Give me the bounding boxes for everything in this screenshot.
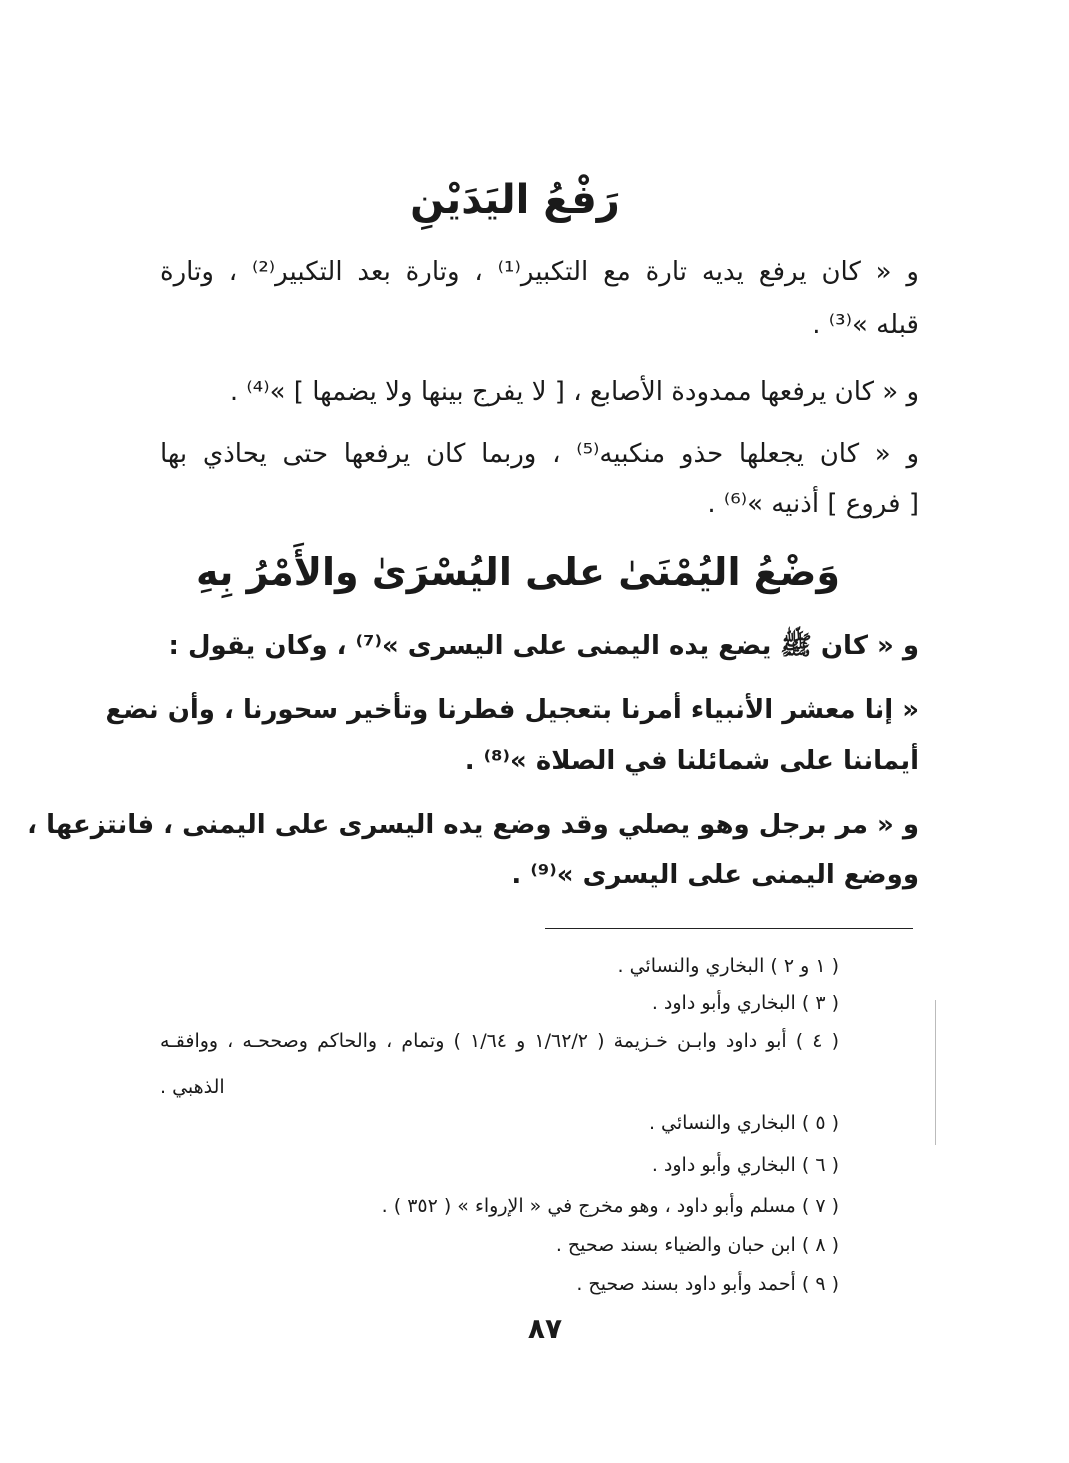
margin-line bbox=[935, 1000, 936, 1145]
footnote: ( ٨ ) ابن حبان والضياء بسند صحيح . bbox=[555, 1234, 839, 1256]
footnote: ( ٣ ) البخاري وأبو داود . bbox=[651, 992, 839, 1014]
text-line: و « كان يرفع يديه تارة مع التكبير⁽¹⁾ ، وتارة بعد التكبير⁽²⁾ ، وتارة bbox=[160, 257, 919, 287]
text-line: و « كان ﷺ يضع يده اليمنى على اليسرى »⁽⁷⁾ ، وكان يقول : bbox=[168, 631, 919, 661]
page-number: ٨٧ bbox=[527, 1312, 563, 1345]
footnote: ( ٥ ) البخاري والنسائي . bbox=[648, 1112, 839, 1134]
text-line: ووضع اليمنى على اليسرى »⁽⁹⁾ . bbox=[511, 860, 919, 890]
text-line: و « مر برجل وهو يصلي وقد وضع يده اليسرى على اليمنى ، فانتزعها ، bbox=[27, 810, 919, 840]
footnote-continuation: الذهبي . bbox=[160, 1076, 225, 1098]
text-line: و « كان يرفعها ممدودة الأصابع ، [ لا يفرج بينها ولا يضمها ] »⁽⁴⁾ . bbox=[229, 377, 919, 407]
section-heading-placing-hands: وَضْعُ اليُمْنَىٰ على اليُسْرَىٰ والأَمْرُ بِهِ bbox=[196, 550, 840, 594]
footnote: ( ٧ ) مسلم وأبو داود ، وهو مخرج في « الإرواء » ( ٣٥٢ ) . bbox=[381, 1195, 839, 1217]
text-line: أيماننا على شمائلنا في الصلاة »⁽⁸⁾ . bbox=[464, 746, 919, 776]
text-line: [ فروع ] أذنيه »⁽⁶⁾ . bbox=[707, 489, 919, 519]
footnote: ( ٤ ) أبو داود وابـن خـزيمة ( ١/٦٢/٢ و ١/٦٤ ) وتمام ، والحاكم وصححـه ، ووافقـه bbox=[160, 1030, 840, 1052]
text-line: « إنا معشر الأنبياء أمرنا بتعجيل فطرنا وتأخير سحورنا ، وأن نضع bbox=[105, 695, 919, 725]
footnote: ( ٩ ) أحمد وأبو داود بسند صحيح . bbox=[576, 1273, 839, 1295]
text-line: قبله »⁽³⁾ . bbox=[812, 310, 919, 340]
footnote: ( ١ و ٢ ) البخاري والنسائي . bbox=[617, 955, 839, 977]
footnote: ( ٦ ) البخاري وأبو داود . bbox=[651, 1154, 839, 1176]
section-heading-raising-hands: رَفْعُ اليَدَيْنِ bbox=[410, 177, 620, 223]
footnote-divider bbox=[545, 928, 913, 929]
text-line: و « كان يجعلها حذو منكبيه⁽⁵⁾ ، وربما كان يرفعها حتى يحاذي بها bbox=[160, 439, 919, 469]
